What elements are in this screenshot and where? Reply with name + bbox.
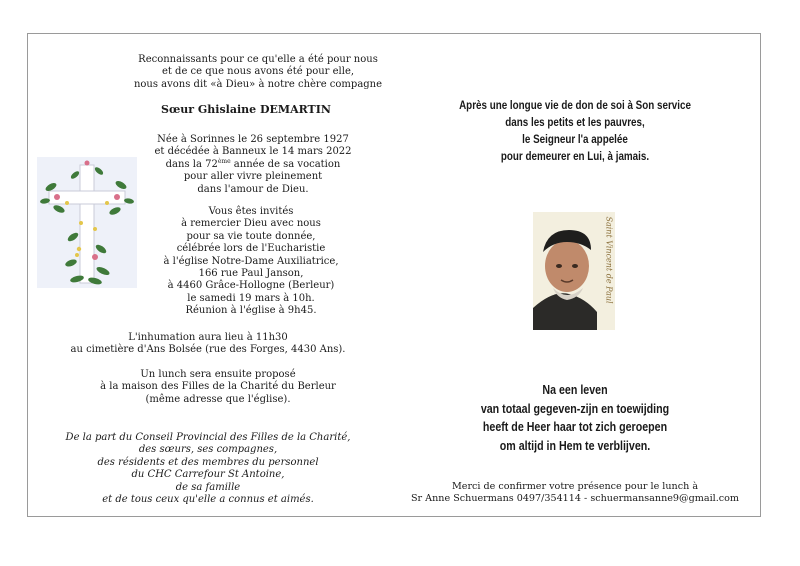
invite-line: 166 rue Paul Janson, bbox=[198, 268, 304, 280]
verse-line: heeft de Heer haar tot zich geroepen bbox=[482, 419, 668, 434]
dutch-verse bbox=[438, 381, 712, 455]
born-line: Née à Sorinnes le 26 septembre 1927 bbox=[157, 134, 349, 145]
birth-death-text bbox=[148, 134, 358, 196]
family-line: du CHC Carrefour St Antoine, bbox=[131, 469, 285, 481]
vocation-suffix: année de sa vocation bbox=[230, 158, 341, 170]
verse-line: le Seigneur l'a appelée bbox=[522, 132, 628, 146]
vocation-sup: ème bbox=[217, 157, 231, 165]
invite-line: à 4460 Grâce-Hollogne (Berleur) bbox=[167, 280, 335, 292]
intro-line: Reconnaissants pour ce qu'elle a été pour nous bbox=[138, 54, 378, 65]
deceased-name: Sœur Ghislaine DEMARTIN bbox=[161, 103, 331, 116]
family-line: et de tous ceux qu'elle a connus et aimés. bbox=[102, 494, 314, 506]
verse-line: om altijd in Hem te verblijven. bbox=[499, 437, 651, 453]
portrait-caption: Saint Vincent de Paul bbox=[604, 216, 614, 304]
intro-line: nous avons dit «à Dieu» à notre chère compagne bbox=[133, 78, 383, 90]
invite-line: à remercier Dieu avec nous bbox=[181, 218, 321, 230]
saint-portrait-image bbox=[533, 212, 615, 330]
burial-line: au cimetière d'Ans Bolsée (rue des Forges, 4430 Ans). bbox=[70, 344, 346, 356]
vocation-line bbox=[148, 159, 358, 171]
burial-text bbox=[68, 332, 348, 357]
life-line: dans l'amour de Dieu. bbox=[197, 183, 309, 195]
invite-line: Réunion à l'église à 9h45. bbox=[185, 305, 317, 317]
invitation-text bbox=[146, 206, 356, 318]
family-line: de sa famille bbox=[175, 481, 241, 493]
flowered-cross-image bbox=[37, 157, 137, 288]
verse-line: pour demeurer en Lui, à jamais. bbox=[500, 149, 650, 163]
verse-line: Na een leven bbox=[542, 382, 608, 397]
lunch-line: (même adresse que l'église). bbox=[145, 393, 291, 405]
family-signature-text bbox=[58, 432, 358, 506]
french-verse bbox=[438, 97, 712, 165]
family-line: De la part du Conseil Provincial des Filles de la Charité, bbox=[65, 432, 351, 443]
intro-line: et de ce que nous avons été pour elle, bbox=[161, 66, 355, 78]
lunch-line: Un lunch sera ensuite proposé bbox=[140, 369, 296, 380]
lunch-rsvp-contact bbox=[408, 481, 742, 506]
memorial-card bbox=[27, 33, 761, 517]
family-line: des sœurs, ses compagnes, bbox=[138, 444, 278, 456]
cross-icon bbox=[37, 157, 137, 288]
born-line: et décédée à Banneux le 14 mars 2022 bbox=[154, 146, 352, 158]
verse-line: Après une longue vie de don de soi à Son service bbox=[459, 98, 691, 112]
invite-line: Vous êtes invités bbox=[208, 206, 294, 217]
burial-line: L'inhumation aura lieu à 11h30 bbox=[128, 332, 288, 343]
verse-line: dans les petits et les pauvres, bbox=[505, 115, 645, 129]
intro-text bbox=[98, 54, 418, 91]
life-line: pour aller vivre pleinement bbox=[183, 171, 323, 183]
portrait-icon bbox=[533, 212, 615, 330]
invite-line: célébrée lors de l'Eucharistie bbox=[176, 243, 326, 255]
contact-line: Merci de confirmer votre présence pour le lunch à bbox=[451, 481, 699, 492]
lunch-text bbox=[98, 369, 338, 406]
invite-line: pour sa vie toute donnée, bbox=[186, 230, 316, 242]
invite-line: à l'église Notre-Dame Auxiliatrice, bbox=[163, 255, 339, 267]
invite-line: le samedi 19 mars à 10h. bbox=[187, 292, 315, 304]
verse-line: van totaal gegeven-zijn en toewijding bbox=[480, 400, 670, 416]
contact-line: Sr Anne Schuermans 0497/354114 - schuermansanne9@gmail.com bbox=[410, 493, 740, 505]
family-line: des résidents et des membres du personnel bbox=[97, 456, 319, 468]
lunch-line: à la maison des Filles de la Charité du Berleur bbox=[100, 381, 336, 393]
vocation-prefix: dans la 72 bbox=[165, 158, 218, 170]
